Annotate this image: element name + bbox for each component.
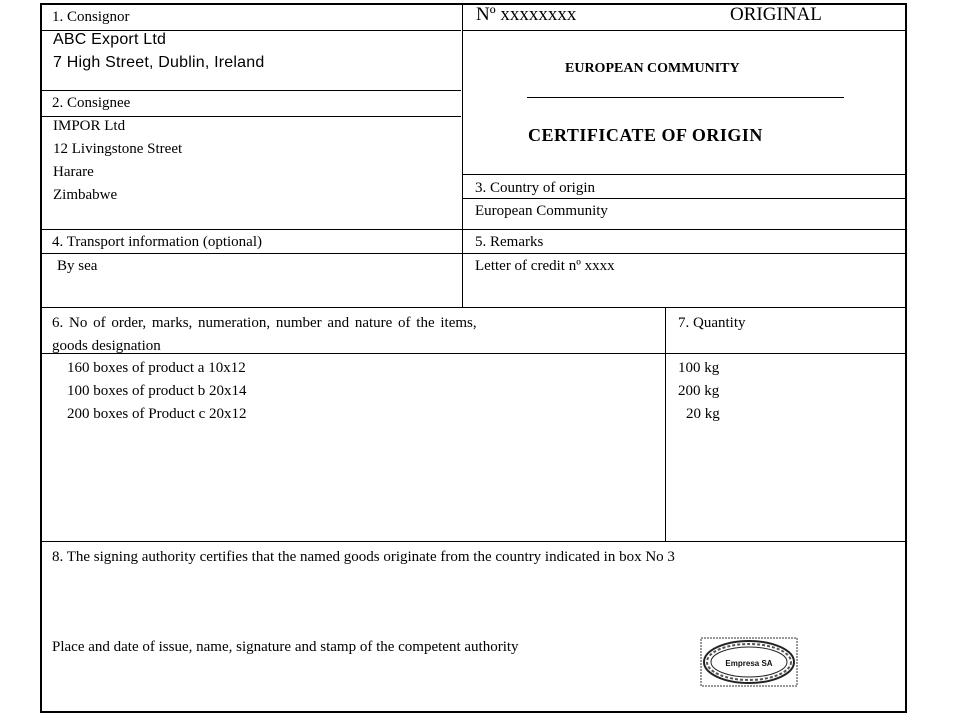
goods-item: 200 boxes of Product c 20x12 [67,406,247,422]
divider [462,4,463,307]
certificate-form [40,3,907,713]
divider [41,90,461,91]
consignee-heading: 2. Consignee [52,95,131,111]
goods-item: 160 boxes of product a 10x12 [67,360,246,376]
divider [463,30,906,31]
quantity-value: 20 kg [686,406,720,422]
transport-value: By sea [57,258,98,274]
consignor-line: ABC Export Ltd [53,31,167,48]
certification-statement: 8. The signing authority certifies that the named goods originate from the country indicated in box No 3 [52,549,675,565]
goods-item: 100 boxes of product b 20x14 [67,383,247,399]
certificate-number: Nº xxxxxxxx [476,4,577,25]
divider [41,229,906,230]
divider [463,174,906,175]
certificate-title: CERTIFICATE OF ORIGIN [528,125,763,145]
goods-heading: 6. No of order, marks, numeration, number and nature of the items, [52,315,477,331]
consignor-heading: 1. Consignor [52,9,130,25]
quantity-value: 100 kg [678,360,720,376]
divider [41,353,906,354]
consignee-line: IMPOR Ltd [53,118,126,134]
country-of-origin-heading: 3. Country of origin [475,180,595,196]
title-rule [527,97,844,98]
consignor-line: 7 High Street, Dublin, Ireland [53,54,265,71]
stamp-icon [700,637,798,687]
quantity-heading: 7. Quantity [678,315,746,331]
country-of-origin-value: European Community [475,203,608,219]
divider [665,308,666,541]
copy-label: ORIGINAL [730,4,822,25]
community-title: EUROPEAN COMMUNITY [565,61,740,76]
remarks-value: Letter of credit nº xxxx [475,258,615,274]
divider [41,253,906,254]
stamp-text: Empresa SA [725,659,773,668]
divider [463,198,906,199]
remarks-heading: 5. Remarks [475,234,544,250]
consignee-line: Zimbabwe [53,187,118,203]
consignee-line: 12 Livingstone Street [53,141,183,157]
divider [41,541,906,542]
divider [41,307,906,308]
goods-heading-continued: goods designation [52,338,161,354]
consignee-line: Harare [53,164,94,180]
quantity-value: 200 kg [678,383,720,399]
transport-heading: 4. Transport information (optional) [52,234,262,250]
place-date-label: Place and date of issue, name, signature and stamp of the competent authority [52,639,519,655]
